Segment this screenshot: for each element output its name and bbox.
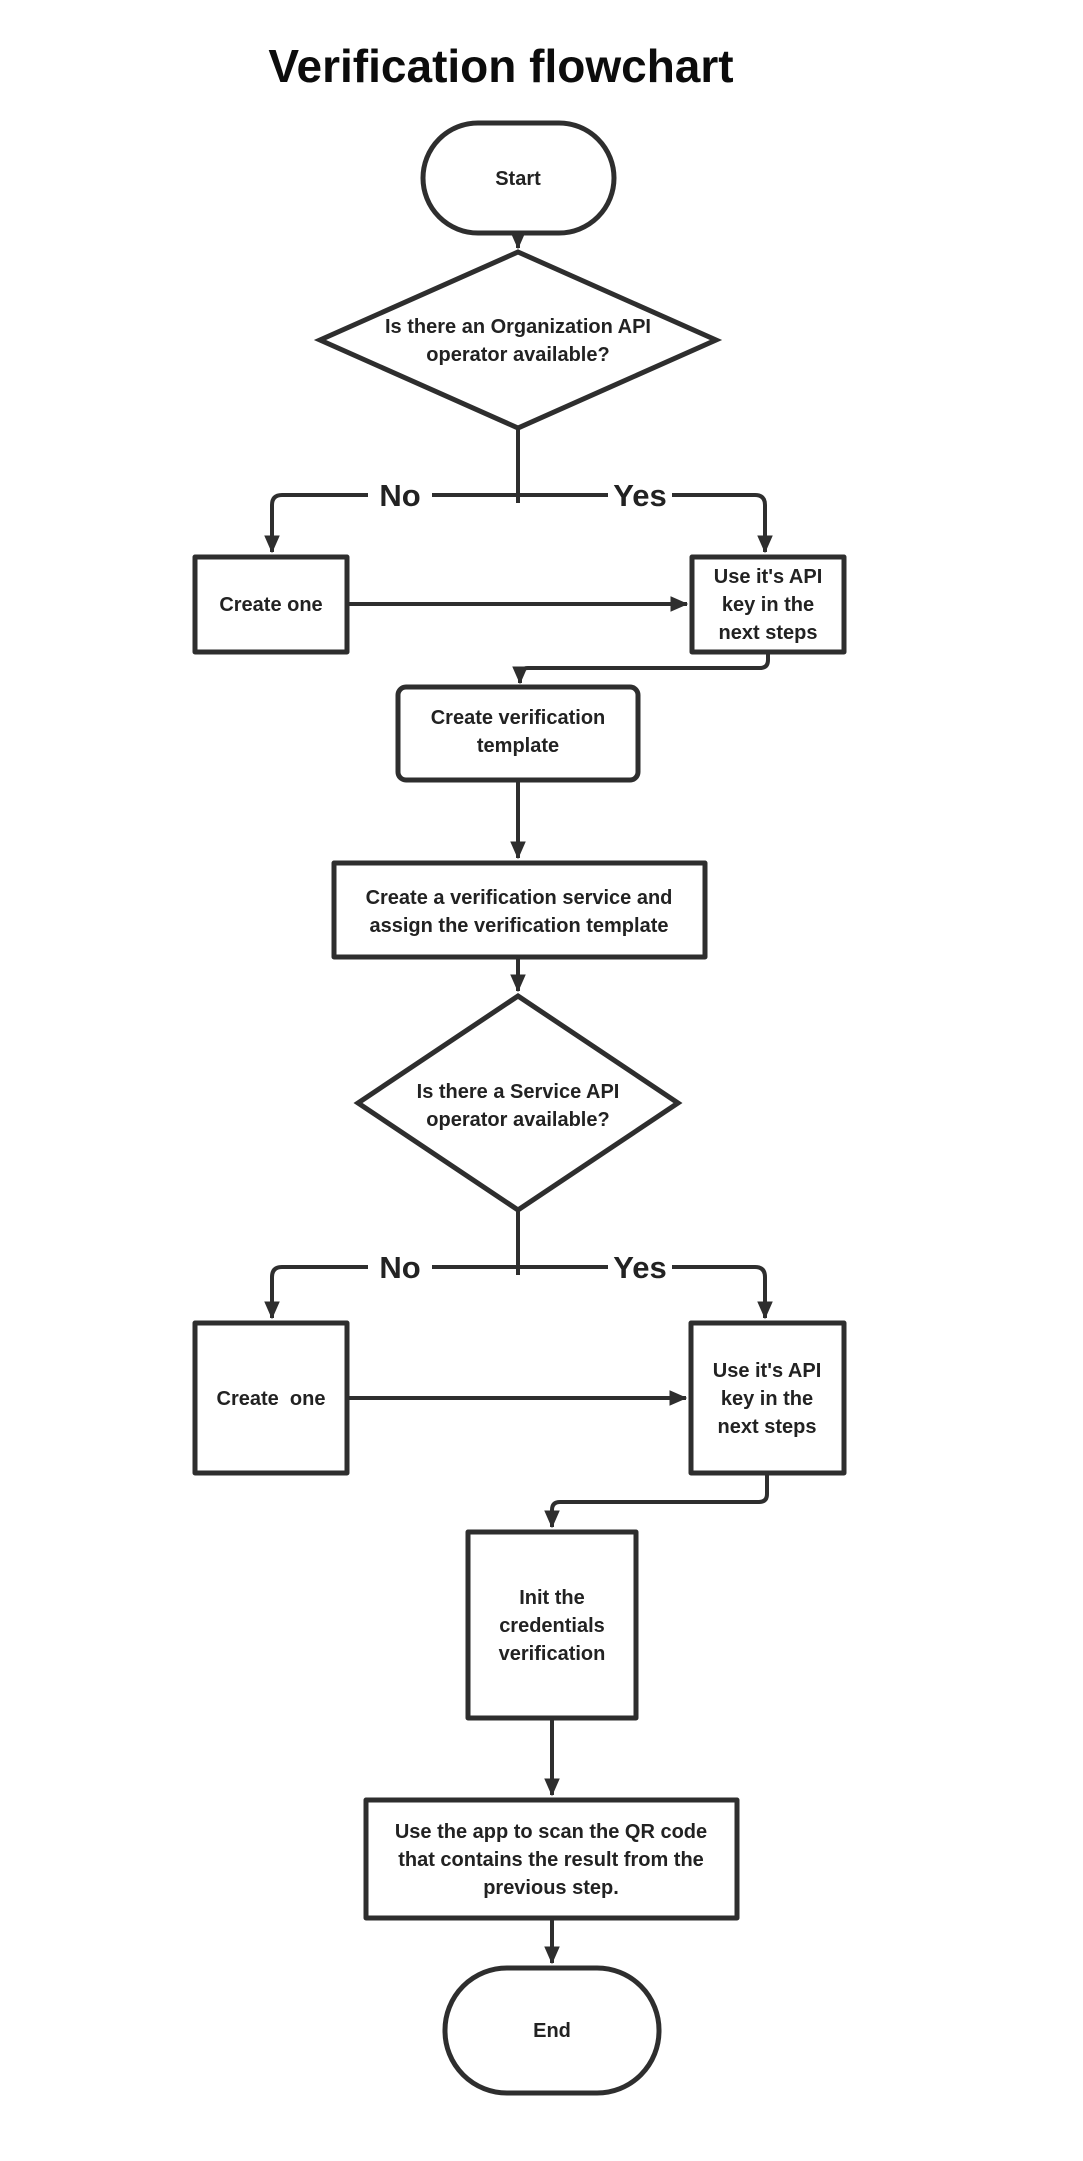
decision-service-api [358,996,678,1210]
page-title: Verification flowchart [268,40,734,92]
branch-label-no-2: No [379,1250,421,1285]
create-service-box [334,863,705,957]
use-api-key-box-1-line-3: next steps [718,622,818,644]
connector-useapikey1-to-template [520,652,768,683]
use-api-key-box-1-line-1: Use it's API [713,566,823,588]
scan-qr-box-line-1: Use the app to scan the QR code [394,1821,708,1843]
init-verification-box-line-2: credentials [499,1615,605,1637]
start-node-label: Start [495,168,541,190]
use-api-key-box-2-line-2: key in the [720,1388,814,1410]
use-api-key-box-2-line-3: next steps [717,1416,817,1438]
scan-qr-box-line-3: previous step. [483,1877,619,1899]
init-verification-box-line-1: Init the [519,1587,585,1609]
init-verification-box-line-3: verification [498,1643,606,1665]
scan-qr-box [366,1800,737,1918]
create-template-box [398,687,638,780]
create-one-box-1-label: Create one [219,594,323,616]
end-node [445,1968,659,2093]
init-verification-box [468,1532,636,1718]
decision-service-api-line-2: operator available? [426,1109,610,1131]
use-api-key-box-2-line-1: Use it's API [712,1360,822,1382]
connector-split1-right [672,495,765,552]
create-one-box-2 [195,1323,347,1473]
create-template-box-line-2: template [476,735,560,757]
connector-split2-right [672,1267,765,1318]
scan-qr-box-line-2: that contains the result from the [398,1849,704,1871]
end-node-label: End [533,2020,571,2042]
branch-label-yes-1: Yes [613,478,667,513]
decision-service-api-line-1: Is there a Service API [416,1081,620,1103]
connector-useapikey2-to-init [552,1473,767,1527]
connector-split1-left [272,495,368,552]
use-api-key-box-1 [692,557,844,652]
create-service-box-line-1: Create a verification service and [365,887,673,909]
connector-split2-left [272,1267,368,1318]
create-one-box-1 [195,557,347,652]
use-api-key-box-2 [691,1323,844,1473]
decision-org-api-line-2: operator available? [426,344,610,366]
use-api-key-box-1-line-2: key in the [721,594,815,616]
create-service-box-line-2: assign the verification template [369,915,669,937]
create-template-box-line-1: Create verification [430,707,606,729]
decision-org-api-line-1: Is there an Organization API [385,316,651,338]
decision-org-api [320,252,716,428]
branch-label-yes-2: Yes [613,1250,667,1285]
create-one-box-2-label: Create one [216,1388,326,1410]
start-node [423,123,614,233]
branch-label-no-1: No [379,478,421,513]
